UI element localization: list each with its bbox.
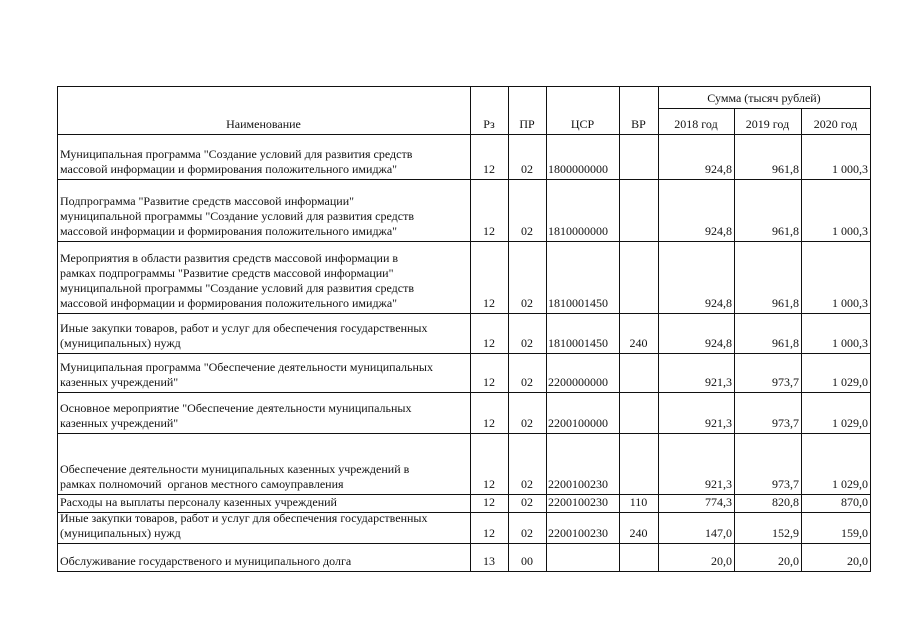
- row-rz-cell: 12: [483, 296, 495, 310]
- row-name-cell: [57, 543, 470, 571]
- row-name-line: (муниципальных) нужд: [60, 336, 181, 350]
- row-name-line: Расходы на выплаты персоналу казенных учреждений: [60, 495, 337, 509]
- row-name-line: муниципальной программы "Создание условий для развития средств: [60, 281, 414, 295]
- row-y2018-cell: 924,8: [705, 162, 732, 176]
- row-csr-cell: 1810001450: [548, 296, 608, 310]
- row-vr-cell: 240: [629, 336, 648, 350]
- row-y2019-cell: 20,0: [778, 554, 799, 568]
- row-y2019-cell: 961,8: [772, 224, 799, 238]
- column-divider: [870, 86, 871, 572]
- row-vr-cell: [619, 392, 658, 433]
- row-y2019-cell: 973,7: [772, 375, 799, 389]
- row-name-cell: [57, 179, 470, 241]
- column-header-y2020: 2020 год: [813, 117, 858, 131]
- row-name-line: Подпрограмма "Развитие средств массовой информации": [60, 194, 355, 208]
- column-header-y2018: 2018 год: [674, 117, 718, 131]
- row-name-line: Обеспечение деятельности муниципальных казенных учреждений в: [60, 462, 410, 476]
- row-vr-cell: [619, 241, 658, 313]
- column-header-pr: ПР: [519, 117, 535, 131]
- row-name-line: Основное мероприятие "Обеспечение деятельности муниципальных: [60, 401, 412, 415]
- row-csr-cell: 2200100000: [548, 416, 608, 430]
- row-y2020-cell: 1 029,0: [832, 375, 868, 389]
- row-y2019-cell: 961,8: [772, 162, 799, 176]
- row-rz-cell: 12: [483, 477, 495, 491]
- row-vr-cell: [619, 179, 658, 241]
- row-y2018-cell: 921,3: [705, 416, 732, 430]
- row-y2020-cell: 20,0: [847, 554, 868, 568]
- row-y2019-cell: 152,9: [772, 526, 799, 540]
- row-vr-cell: 240: [629, 526, 648, 540]
- row-pr-cell: 02: [521, 296, 533, 310]
- row-y2019-cell: 820,8: [772, 495, 799, 509]
- row-csr-cell: 2200100230: [548, 495, 608, 509]
- row-name-line: массовой информации и формирования положительного имиджа": [60, 162, 398, 176]
- row-vr-cell: 110: [629, 495, 648, 509]
- column-header-rz: Рз: [483, 117, 495, 131]
- row-y2019-cell: 961,8: [772, 336, 799, 350]
- row-rz-cell: 12: [483, 162, 495, 176]
- row-csr-cell: 2200000000: [548, 375, 608, 389]
- row-y2018-cell: 921,3: [705, 375, 732, 389]
- row-rz-cell: 12: [483, 416, 495, 430]
- row-rz-cell: 12: [483, 495, 495, 509]
- row-name-line: массовой информации и формирования положительного имиджа": [60, 224, 398, 238]
- row-y2018-cell: 924,8: [705, 224, 732, 238]
- row-y2019-cell: 961,8: [772, 296, 799, 310]
- row-y2018-cell: 924,8: [705, 296, 732, 310]
- row-name-line: рамках подпрограммы "Развитие средств массовой информации": [60, 266, 394, 280]
- row-y2020-cell: 1 000,3: [832, 296, 868, 310]
- row-name-line: рамках полномочий органов местного самоуправления: [60, 477, 344, 491]
- row-pr-cell: 02: [521, 162, 533, 176]
- row-pr-cell: 02: [521, 477, 533, 491]
- column-header-vr: ВР: [631, 117, 646, 131]
- row-rz-cell: 12: [483, 526, 495, 540]
- row-csr-cell: 1810001450: [548, 336, 608, 350]
- row-name-cell: [57, 353, 470, 392]
- sum-group-header: Сумма (тысяч рублей): [707, 91, 821, 105]
- column-header-csr: ЦСР: [570, 117, 595, 131]
- row-pr-cell: 02: [521, 416, 533, 430]
- row-vr-cell: [619, 433, 658, 494]
- row-vr-cell: [619, 543, 658, 571]
- row-rz-cell: 12: [483, 336, 495, 350]
- row-name-cell: [57, 392, 470, 433]
- row-y2018-cell: 147,0: [705, 526, 732, 540]
- row-y2020-cell: 870,0: [841, 495, 868, 509]
- row-divider: [57, 571, 871, 572]
- row-name-line: массовой информации и формирования положительного имиджа": [60, 296, 398, 310]
- row-pr-cell: 02: [521, 526, 533, 540]
- row-pr-cell: 02: [521, 375, 533, 389]
- row-pr-cell: 02: [521, 495, 533, 509]
- row-y2019-cell: 973,7: [772, 416, 799, 430]
- row-name-cell: [57, 494, 470, 512]
- column-header-name: Наименование: [226, 117, 301, 131]
- row-name-line: Муниципальная программа "Обеспечение деятельности муниципальных: [60, 360, 433, 374]
- row-y2020-cell: 1 000,3: [832, 162, 868, 176]
- row-name-line: Иные закупки товаров, работ и услуг для обеспечения государственных: [60, 512, 428, 525]
- row-name-cell: [57, 313, 470, 353]
- row-name-cell: [57, 134, 470, 179]
- row-y2018-cell: 20,0: [711, 554, 732, 568]
- row-name-line: (муниципальных) нужд: [60, 526, 181, 540]
- row-y2018-cell: 774,3: [705, 495, 732, 509]
- row-csr-cell: 2200100230: [548, 526, 608, 540]
- row-y2018-cell: 924,8: [705, 336, 732, 350]
- row-y2020-cell: 1 000,3: [832, 224, 868, 238]
- row-y2020-cell: 159,0: [841, 526, 868, 540]
- row-name-line: казенных учреждений": [60, 375, 179, 389]
- row-vr-cell: [619, 134, 658, 179]
- row-pr-cell: 02: [521, 224, 533, 238]
- row-y2019-cell: 973,7: [772, 477, 799, 491]
- row-name-cell: [57, 433, 470, 494]
- row-name-line: Мероприятия в области развития средств массовой информации в: [60, 251, 399, 265]
- row-name-line: Иные закупки товаров, работ и услуг для обеспечения государственных: [60, 321, 428, 335]
- row-name-cell: [57, 512, 470, 543]
- row-rz-cell: 12: [483, 224, 495, 238]
- row-y2020-cell: 1 029,0: [832, 477, 868, 491]
- row-y2020-cell: 1 000,3: [832, 336, 868, 350]
- row-name-line: муниципальной программы "Создание условий для развития средств: [60, 209, 414, 223]
- row-csr-cell: [546, 543, 619, 571]
- row-name-line: Муниципальная программа "Создание условий для развития средств: [60, 147, 413, 161]
- row-pr-cell: 00: [521, 554, 533, 568]
- row-csr-cell: 1810000000: [548, 224, 608, 238]
- row-rz-cell: 13: [483, 554, 495, 568]
- row-csr-cell: 2200100230: [548, 477, 608, 491]
- row-csr-cell: 1800000000: [548, 162, 608, 176]
- row-y2020-cell: 1 029,0: [832, 416, 868, 430]
- row-rz-cell: 12: [483, 375, 495, 389]
- row-name-cell: [57, 241, 470, 313]
- row-name-line: Обслуживание государственого и муниципального долга: [60, 554, 352, 568]
- row-y2018-cell: 921,3: [705, 477, 732, 491]
- column-header-y2019: 2019 год: [745, 117, 790, 131]
- row-name-line: казенных учреждений": [60, 416, 179, 430]
- row-pr-cell: 02: [521, 336, 533, 350]
- row-vr-cell: [619, 353, 658, 392]
